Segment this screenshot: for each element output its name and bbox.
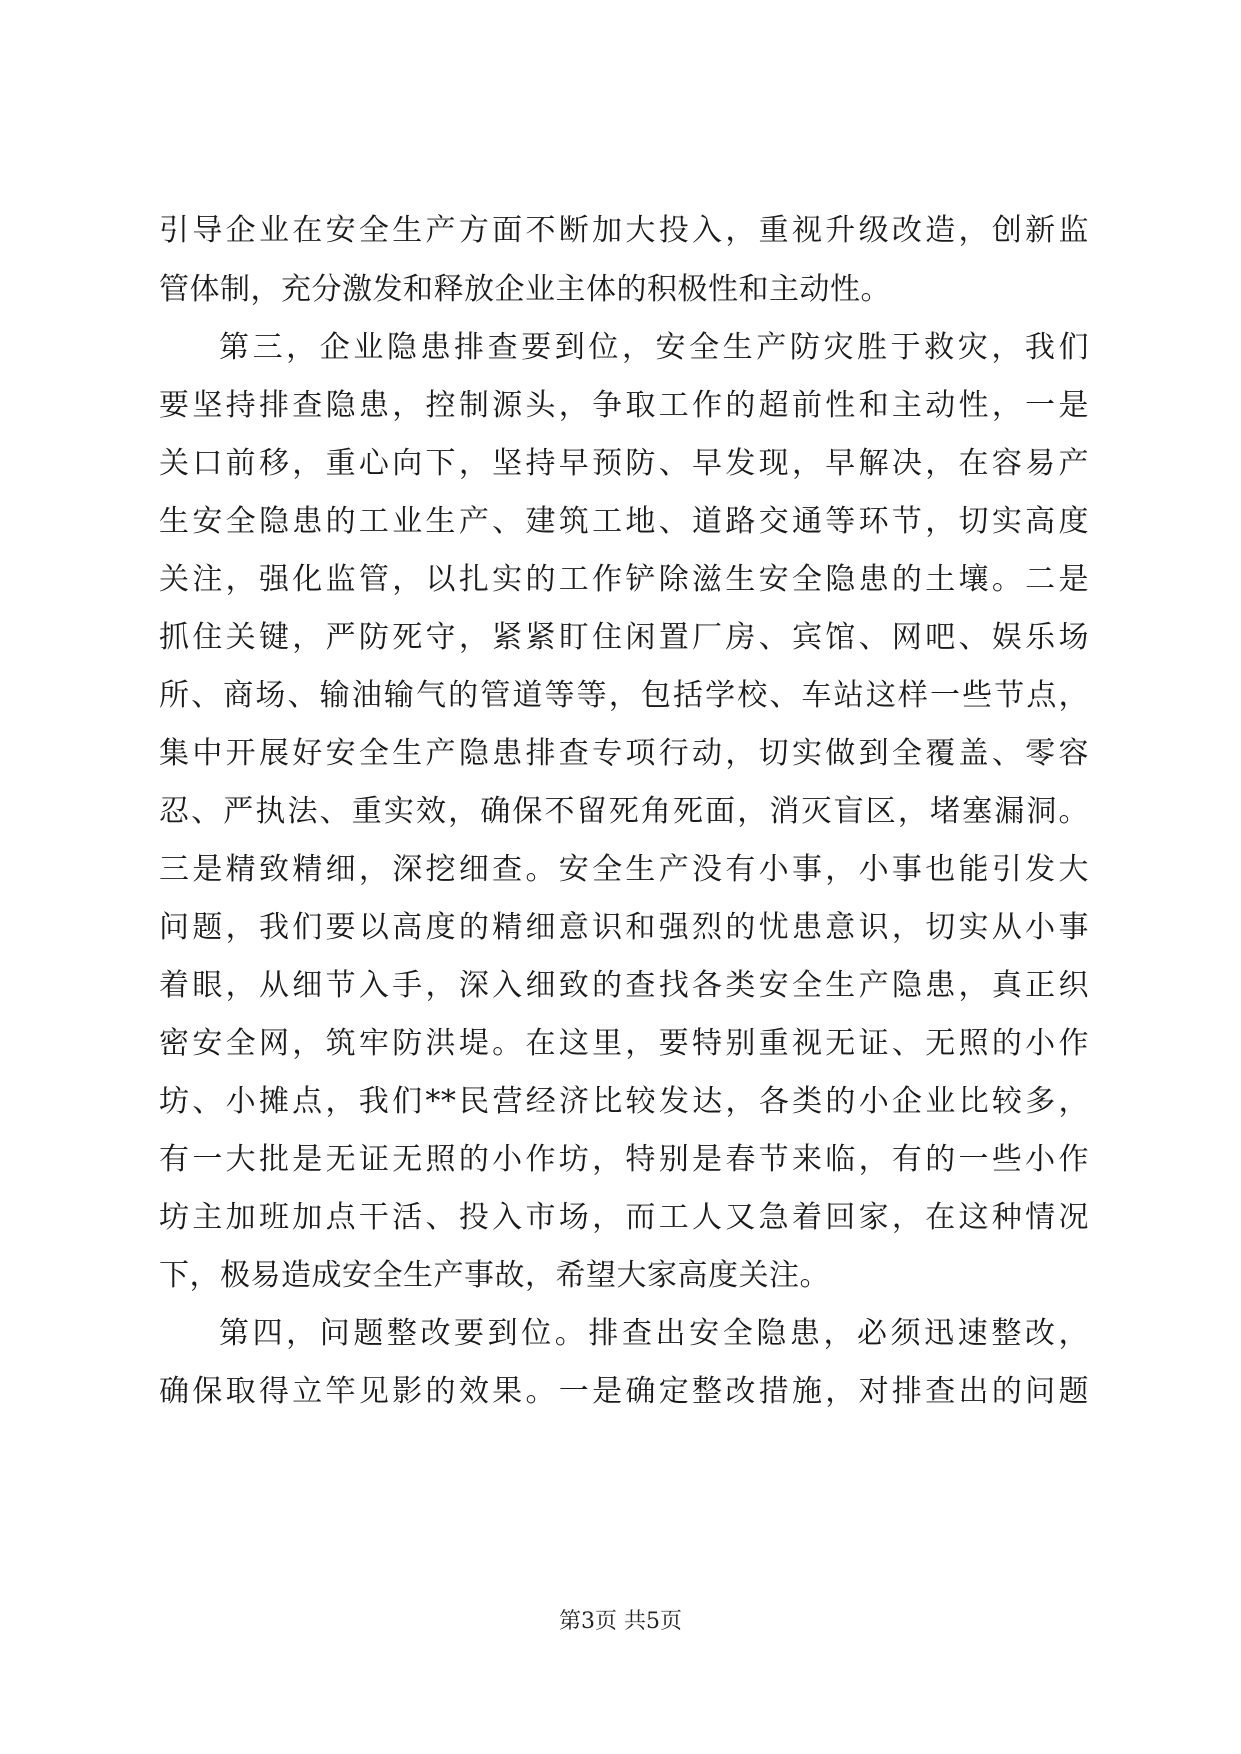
text-line-21: 确保取得立竿见影的效果。一是确定整改措施，对排查出的问题 [159,1374,1089,1409]
text-line-4: 要坚持排查隐患，控制源头，争取工作的超前性和主动性，一是 [159,388,1089,423]
text-line-11: 忍、严执法、重实效，确保不留死角死面，消灭盲区，堵塞漏洞。 [159,794,1089,829]
text-line-12: 三是精致精细，深挖细查。安全生产没有小事，小事也能引发大 [159,852,1089,887]
text-line-1: 引导企业在安全生产方面不断加大投入，重视升级改造，创新监 [159,213,1089,248]
page-footer: 第3页 共5页 [559,1609,682,1634]
text-line-2: 管体制，充分激发和释放企业主体的积极性和主动性。 [159,272,891,307]
text-line-9: 所、商场、输油输气的管道等等，包括学校、车站这样一些节点， [159,678,1089,713]
text-line-19: 下，极易造成安全生产事故，希望大家高度关注。 [159,1258,830,1293]
text-line-5: 关口前移，重心向下，坚持早预防、早发现，早解决，在容易产 [159,446,1089,481]
text-line-16: 坊、小摊点，我们**民营经济比较发达，各类的小企业比较多， [159,1084,1089,1119]
text-line-17: 有一大批是无证无照的小作坊，特别是春节来临，有的一些小作 [159,1142,1089,1177]
text-line-10: 集中开展好安全生产隐患排查专项行动，切实做到全覆盖、零容 [159,736,1089,771]
text-line-15: 密安全网，筑牢防洪堤。在这里，要特别重视无证、无照的小作 [159,1026,1089,1061]
text-line-7: 关注，强化监管，以扎实的工作铲除滋生安全隐患的土壤。二是 [159,562,1089,597]
text-line-6: 生安全隐患的工业生产、建筑工地、道路交通等环节，切实高度 [159,504,1089,539]
text-line-20: 第四，问题整改要到位。排查出安全隐患，必须迅速整改， [219,1316,1089,1351]
text-line-14: 着眼，从细节入手，深入细致的查找各类安全生产隐患，真正织 [159,968,1089,1003]
text-line-18: 坊主加班加点干活、投入市场，而工人又急着回家，在这种情况 [159,1200,1089,1235]
text-line-8: 抓住关键，严防死守，紧紧盯住闲置厂房、宾馆、网吧、娱乐场 [159,620,1089,655]
text-line-13: 问题，我们要以高度的精细意识和强烈的忧患意识，切实从小事 [159,910,1089,945]
text-line-3: 第三，企业隐患排查要到位，安全生产防灾胜于救灾，我们 [219,330,1089,365]
